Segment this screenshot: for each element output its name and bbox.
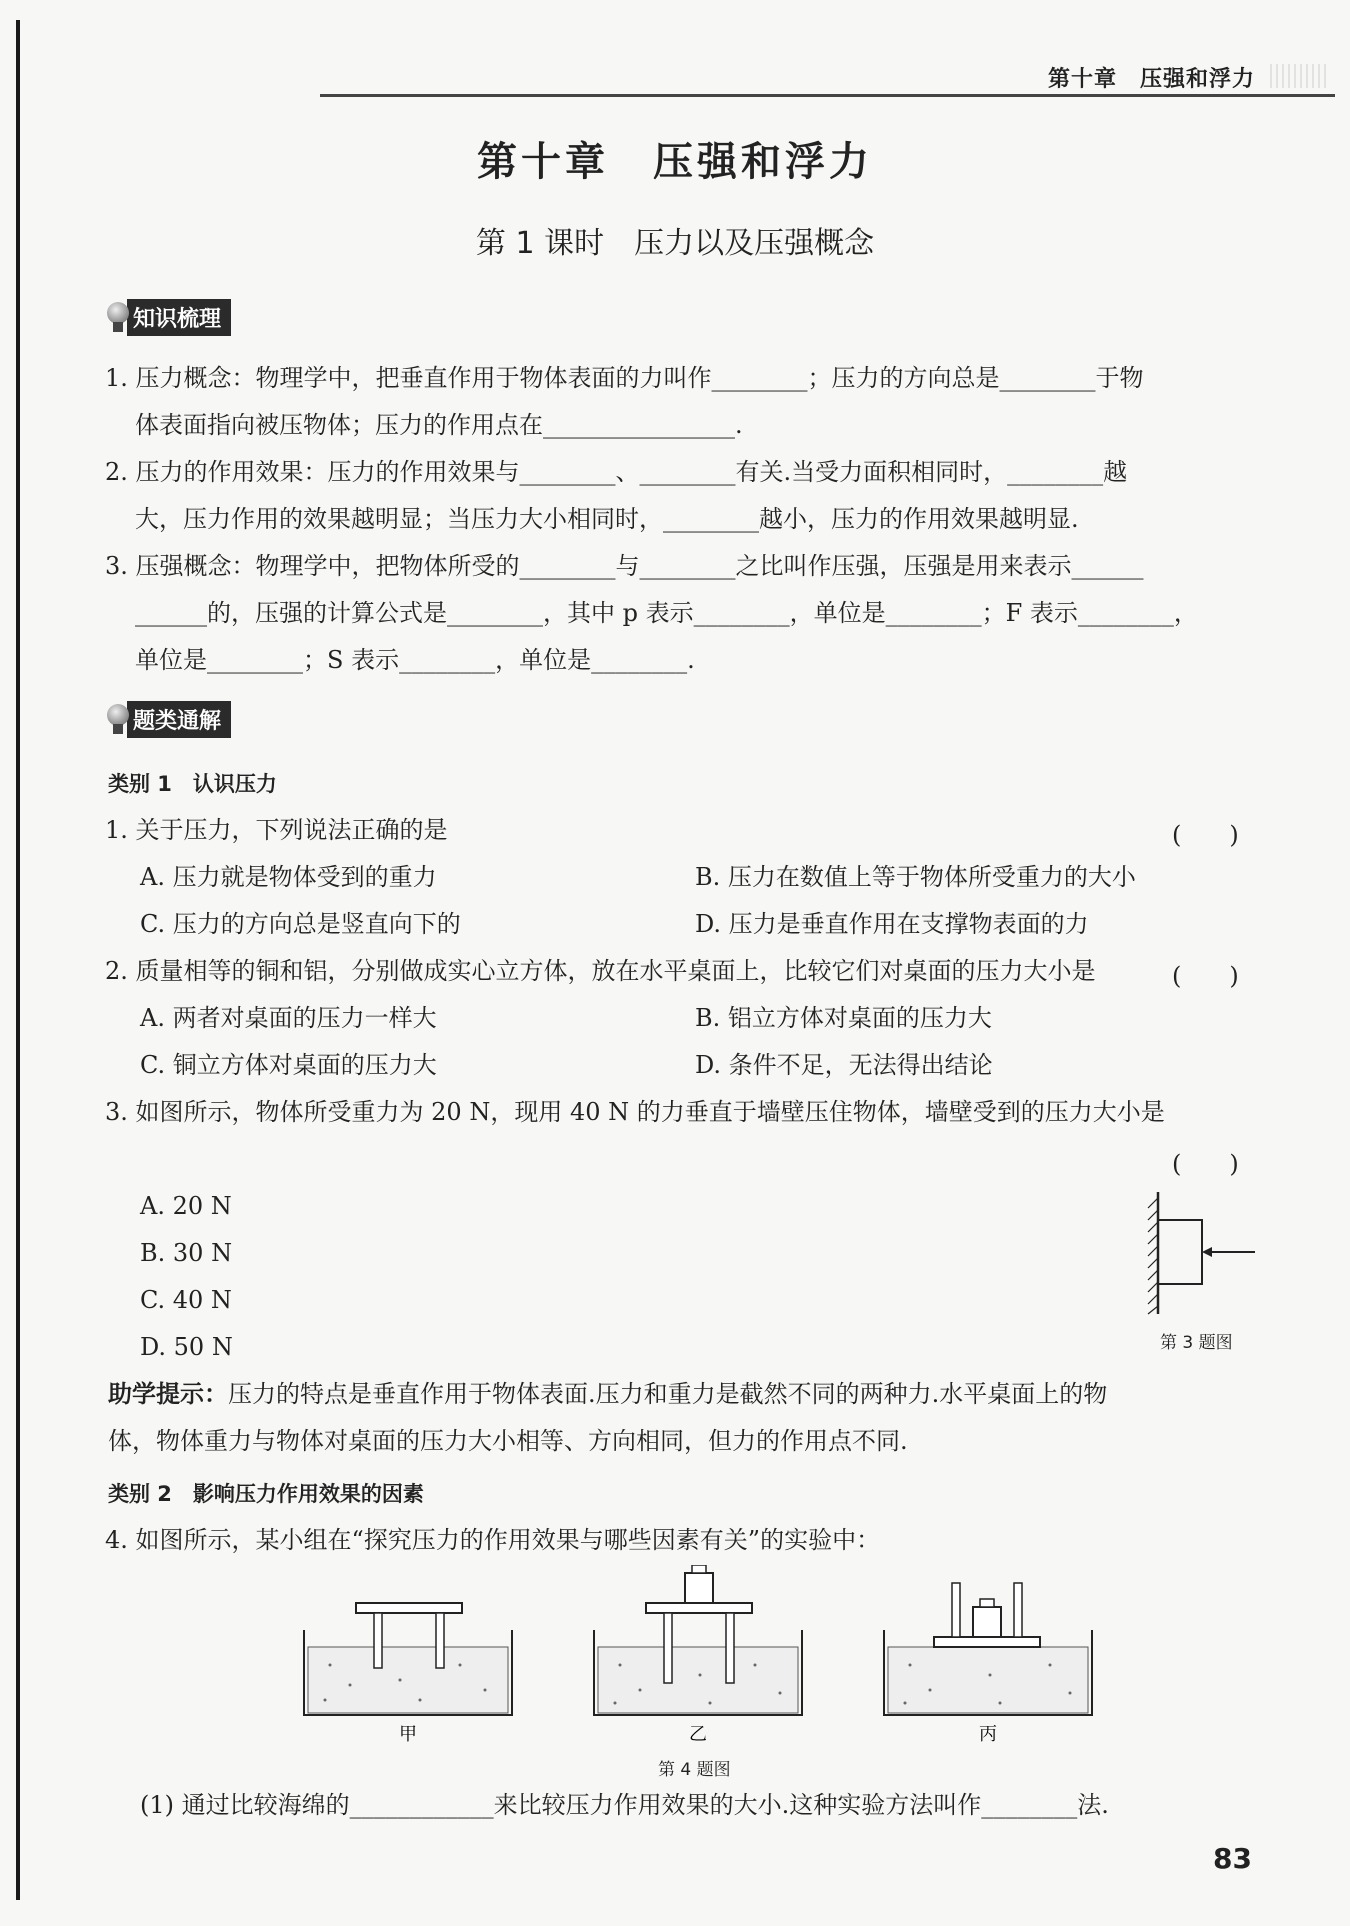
page-edge-bar — [16, 20, 20, 1900]
hint-label: 助学提示： — [108, 1380, 228, 1408]
knowledge-line: 大，压力作用的效果越明显；当压力大小相同时，________越小，压力的作用效果越明显. — [135, 505, 1079, 533]
label-yi: 乙 — [689, 1724, 707, 1745]
lightbulb-icon — [105, 702, 131, 736]
knowledge-line: 体表面指向被压物体；压力的作用点在________________. — [135, 411, 743, 439]
q3-option-d[interactable]: D. 50 N — [140, 1333, 233, 1361]
q2-answer-paren[interactable]: ( ) — [1172, 962, 1239, 990]
q3-option-b[interactable]: B. 30 N — [140, 1239, 233, 1267]
q4-figure-caption: 第 4 题图 — [658, 1760, 731, 1780]
label-bing: 丙 — [979, 1724, 997, 1745]
header-rule — [320, 94, 1335, 97]
weight — [973, 1607, 1001, 1637]
sponge — [308, 1647, 508, 1713]
category-2-heading: 类别 2 影响压力作用效果的因素 — [108, 1482, 424, 1506]
hint-text: 压力的特点是垂直作用于物体表面.压力和重力是截然不同的两种力.水平桌面上的物 — [228, 1380, 1108, 1408]
category-1-heading: 类别 1 认识压力 — [108, 772, 277, 796]
setup-yi — [594, 1565, 802, 1715]
q4-subquestion-1: (1) 通过比较海绵的____________来比较压力作用效果的大小.这种实验方法叫作________法. — [140, 1791, 1109, 1819]
sponge — [888, 1647, 1088, 1713]
section-knowledge — [105, 300, 231, 334]
table-top-inverted — [934, 1637, 1040, 1647]
sponge — [598, 1647, 798, 1713]
q3-option-a[interactable]: A. 20 N — [140, 1192, 232, 1220]
block — [1158, 1220, 1202, 1284]
q1-option-a[interactable]: A. 压力就是物体受到的重力 — [140, 863, 437, 891]
q4-figure — [290, 1565, 1110, 1745]
setup-bing — [884, 1583, 1092, 1715]
section-types — [105, 702, 231, 736]
weight — [685, 1573, 713, 1603]
force-arrowhead — [1202, 1247, 1212, 1257]
chapter-title: 第十章 压强和浮力 — [477, 139, 873, 185]
label-jia: 甲 — [399, 1724, 417, 1745]
q4-stem: 4. 如图所示，某小组在“探究压力的作用效果与哪些因素有关”的实验中： — [105, 1526, 881, 1554]
q3-figure-caption: 第 3 题图 — [1160, 1333, 1233, 1353]
q1-option-b[interactable]: B. 压力在数值上等于物体所受重力的大小 — [695, 863, 1136, 891]
hint-text-cont: 体，物体重力与物体对桌面的压力大小相等、方向相同，但力的作用点不同. — [108, 1427, 908, 1455]
q2-stem: 2. 质量相等的铜和铝，分别做成实心立方体，放在水平桌面上，比较它们对桌面的压力大小是 — [105, 957, 1096, 985]
header-ornament — [1270, 64, 1330, 88]
q2-option-d[interactable]: D. 条件不足，无法得出结论 — [695, 1051, 993, 1079]
wall-hatching — [1148, 1198, 1158, 1314]
table-top — [646, 1603, 752, 1613]
section-knowledge-label: 知识梳理 — [127, 299, 231, 336]
q1-stem: 1. 关于压力，下列说法正确的是 — [105, 816, 448, 844]
q2-option-c[interactable]: C. 铜立方体对桌面的压力大 — [140, 1051, 437, 1079]
q2-option-b[interactable]: B. 铝立方体对桌面的压力大 — [695, 1004, 992, 1032]
q1-option-c[interactable]: C. 压力的方向总是竖直向下的 — [140, 910, 461, 938]
page-number: 83 — [1213, 1842, 1252, 1875]
table-top — [356, 1603, 462, 1613]
section-types-label: 题类通解 — [127, 701, 231, 738]
knowledge-line: 3. 压强概念：物理学中，把物体所受的________与________之比叫作压强，压强是用来表示______ — [105, 552, 1144, 580]
setup-jia — [304, 1603, 512, 1715]
knowledge-line: 1. 压力概念：物理学中，把垂直作用于物体表面的力叫作________；压力的方向总是________于物 — [105, 364, 1144, 392]
knowledge-line: ______的，压强的计算公式是________，其中 p 表示________，单位是________；F 表示________， — [135, 599, 1198, 627]
study-hint — [108, 1379, 1107, 1409]
knowledge-line: 单位是________；S 表示________，单位是________. — [135, 646, 695, 674]
q1-answer-paren[interactable]: ( ) — [1172, 821, 1239, 849]
knowledge-line: 2. 压力的作用效果：压力的作用效果与________、________有关.当受力面积相同时，________越 — [105, 458, 1128, 486]
lesson-subtitle: 第 1 课时 压力以及压强概念 — [475, 226, 875, 261]
q1-option-d[interactable]: D. 压力是垂直作用在支撑物表面的力 — [695, 910, 1089, 938]
q3-figure — [1140, 1188, 1270, 1318]
q3-option-c[interactable]: C. 40 N — [140, 1286, 232, 1314]
lightbulb-icon — [105, 300, 131, 334]
q2-option-a[interactable]: A. 两者对桌面的压力一样大 — [140, 1004, 437, 1032]
running-header: 第十章 压强和浮力 — [1047, 67, 1255, 92]
q3-answer-paren[interactable]: ( ) — [1172, 1150, 1239, 1178]
q3-stem: 3. 如图所示，物体所受重力为 20 N，现用 40 N 的力垂直于墙壁压住物体，墙壁受到的压力大小是 — [105, 1098, 1165, 1126]
